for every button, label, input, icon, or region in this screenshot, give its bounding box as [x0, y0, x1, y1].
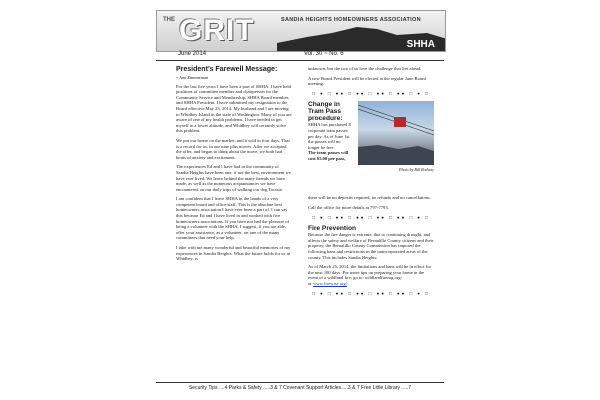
tram-photo: [358, 101, 434, 165]
left-column: [176, 66, 292, 266]
tram-text-block: [308, 101, 352, 161]
masthead-title: GRIT: [179, 14, 255, 47]
farewell-author: ~ Ann Zimmerman: [176, 75, 209, 80]
newsletter-page: [156, 10, 446, 390]
shha-logo: SHHA: [406, 39, 435, 50]
fire-title: Fire Prevention: [308, 225, 357, 233]
issue-volume: Vol. 30 ~ No. 6: [304, 51, 344, 57]
section-divider: □ ● □ ●● □ ●● □ ●● □ ●● □ ● □: [312, 90, 430, 96]
farewell-title: President’s Farewell Message:: [176, 66, 278, 73]
fire-text: As of March 25, 2014, the limitations and bans will be in effect for the next 180 days. For more tips on preparing your home in the event of a wildland fire, go to: wildlandfirenrg.org/: [308, 264, 432, 281]
tram-call: Call the office for more details at 797-7793.: [308, 204, 389, 210]
photo-credit: Photo by Bill Rodway: [399, 167, 434, 173]
issue-bar: [156, 52, 444, 61]
farewell-continued: unknown, but the two of us love the challenge that lies ahead.: [308, 66, 422, 71]
farewell-paragraph: We put our house on the market, and it sold in four days. That is a record for us, in our nine plus moves. After we accepted the offer, and began to think about the move, we both had bouts of anxiety and excitement.: [176, 137, 290, 160]
tram-price: The tram passes will cost $5.00 per pass,: [308, 150, 349, 161]
section-divider: □ ● □ ●● □ ●● □ ●● □ ●● □ ● □: [312, 214, 430, 220]
farewell-paragraph: For the last five years I have been a part of SHHA. I have held positions of committee member and chairperson for the Community Service and Membership, SHHA Board member, and SHHA President. I have submitted my resignation to the Board effective May 23, 2014. My husband and I are moving to Whidbey Island in the state of Washington. Many of you are aware of one of my health problems. I have needed to get myself to a lower altitude, and Whidbey will certainly solve this problem.: [176, 83, 292, 134]
issue-date: June 2014: [178, 51, 207, 57]
tram-illustration: [358, 101, 434, 165]
farewell-paragraph: The experiences Ed and I have had in the community of Sandia Heights have been one, if not the best, environment we have ever lived. We leave behind the many friends we have made, as well as the numerous acquaintances we have encountered on our daily trips of walking our dog Tootsie.: [176, 164, 291, 192]
tram-text: SHHA has purchased 8 corporate tram passes per day. As of June 1st the passes will no longer be free.: [308, 122, 351, 150]
footer-index: Security Tips ....4 Parks & Safety .....3 & 7 Covenant Support Articles.....3 & 7 Free Little Library .....7: [156, 382, 444, 391]
masthead: [156, 10, 446, 52]
fire-paragraph-2: [308, 264, 434, 286]
farewell-paragraph: I am confident that I leave SHHA in the hands of a very competent board and office staff. This is the absolute best homeowners association I have ever been a part of. I can say this because Ed and I have lived in and worked with five homeowners associations. If you have not had the pleasure of being a volunteer with the SHHA, I suggest, if you are able, offer your assistance, as a volunteer, on one of the many committees that need your help.: [176, 196, 290, 241]
section-divider: □ ● □ ●● □ ●● □ ●● □ ●● □ ● □: [312, 290, 430, 296]
masthead-association: SANDIA HEIGHTS HOMEOWNERS ASSOCIATION: [281, 17, 421, 23]
tram-title: Change in Tram Pass procedure:: [308, 101, 343, 123]
right-column: [308, 66, 434, 301]
fire-or: or: [308, 280, 312, 286]
farewell-continued: A new Board President will be elected at the regular June Board meeting.: [308, 75, 426, 87]
firewise-link[interactable]: www.firewise.org/: [312, 280, 348, 286]
tram-rest: there will be no deposits required, no refunds and no cancellations.: [308, 195, 431, 201]
masthead-the: THE: [163, 17, 175, 23]
tram-section: [308, 101, 434, 195]
fire-paragraph: Because the fire danger is extreme, due to continuing drought, and affects the safety and welfare of Bernalillo County citizens and their property, the Bernalillo County Commission has imposed the following bans and restrictions in the unincorporated areas of the county. This includes Sandia Heights:: [308, 232, 434, 260]
farewell-paragraph: I take with me many wonderful and beautiful memories of my experiences in Sandia Heights. What the future holds for us in Whidbey, is: [176, 245, 291, 262]
